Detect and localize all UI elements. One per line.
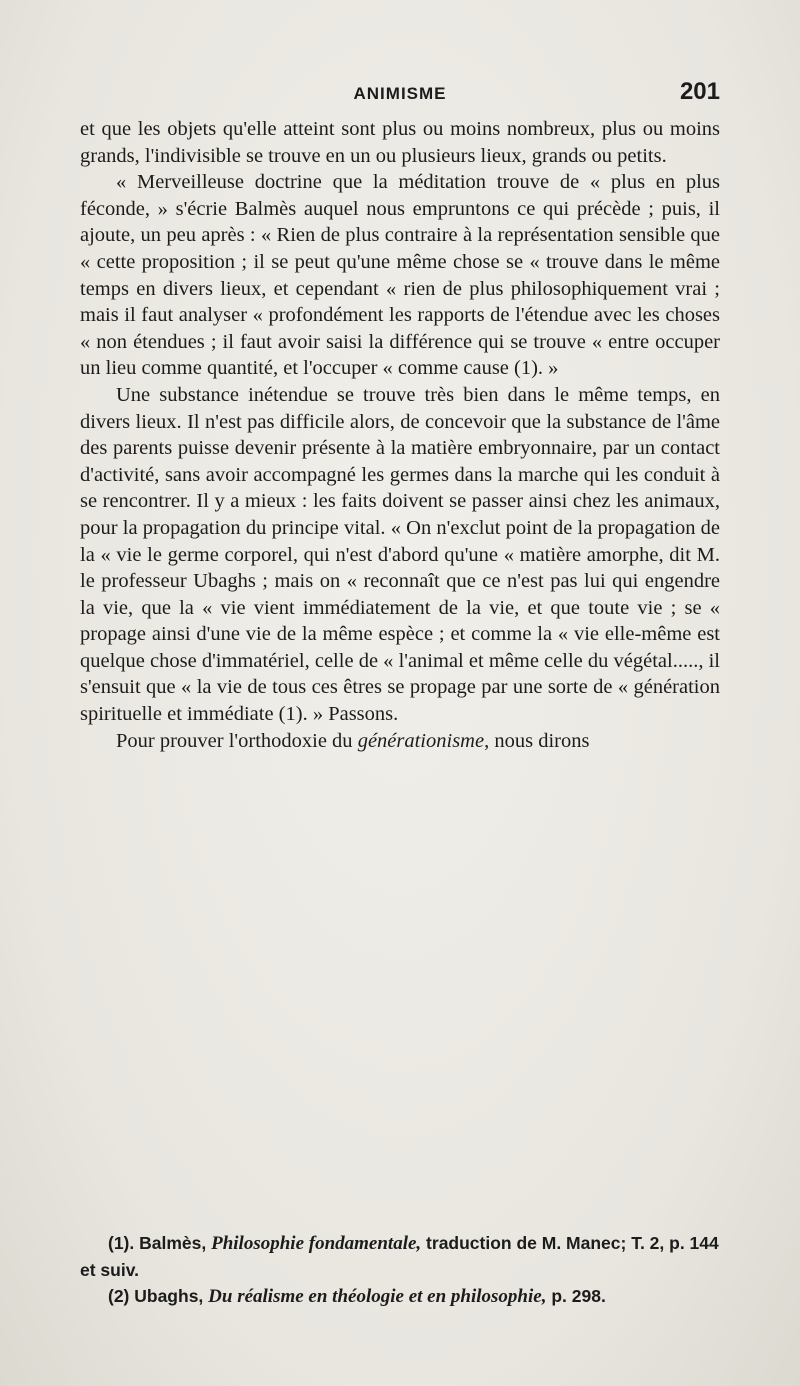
main-text [80,116,720,754]
paragraph-4 [80,728,720,755]
footnotes [80,1230,720,1310]
footnote-2-end: p. 298. [546,1286,606,1306]
page-header [80,78,720,112]
footnote-2 [80,1283,720,1310]
footnote-2-start: (2) Ubaghs, [108,1286,209,1306]
footnote-1-end: traduction de M. Manec; T. 2, p. 144 et suiv. [80,1233,719,1280]
paragraph-4-end: , nous dirons [484,729,590,752]
page-number: 201 [679,78,720,105]
paragraph-4-italic: générationisme [357,729,485,752]
paragraph-4-start: Pour prouver l'orthodoxie du [116,729,358,752]
footnote-2-title: Du réalisme en théologie et en philosophie, [208,1286,547,1307]
paragraph-2: « Merveilleuse doctrine que la méditation trouve de « plus en plus féconde, » s'écrie Balmès auquel nous empruntons ce qui précède ; puis, il ajoute, un peu après : « Rien de plus contraire à la représentation sensible que « cette proposition ; il se peut qu'une même chose se « trouve dans le même temps en divers lieux, et cependant « rien de plus philosophiquement vrai ; mais il faut analyser « profondément les rapports de l'étendue avec les choses « non étendues ; il faut avoir saisi la différence qui se trouve « entre occuper un lieu comme quantité, et l'occuper « comme cause (1). » [80,171,720,380]
footnote-1-title: Philosophie fondamentale, [211,1233,422,1254]
footnote-1-start: (1). Balmès, [108,1233,212,1253]
footnote-1 [80,1230,720,1283]
paragraph-3: Une substance inétendue se trouve très bien dans le même temps, en divers lieux. Il n'est pas difficile alors, de concevoir que la substance de l'âme des parents puisse devenir présente à la matière embryonnaire, par un contact d'activité, sans avoir accompagné les germes dans la marche qui les conduit à se rencontrer. Il y a mieux : les faits doivent se passer ainsi chez les animaux, pour la propagation du principe vital. « On n'exclut point de la propagation de la « vie le germe corporel, qui n'est d'abord qu'une « matière amorphe, dit M. le professeur Ubaghs ; mais on « reconnaît que ce n'est pas lui qui engendre la vie, que la « vie vient immédiatement de la vie, et que toute vie ; se « propage ainsi d'une vie de la même espèce ; et comme la « vie elle-même est quelque chose d'immatériel, celle de « l'animal et même celle du végétal....., il s'ensuit que « la vie de tous ces êtres se propage par une sorte de « génération spirituelle et immédiate (1). » Passons. [80,383,720,726]
paragraph-1: et que les objets qu'elle atteint sont plus ou moins nombreux, plus ou moins grands, l'indivisible se trouve en un ou plusieurs lieux, grands ou petits. [80,118,720,167]
running-head: ANIMISME [353,84,447,103]
